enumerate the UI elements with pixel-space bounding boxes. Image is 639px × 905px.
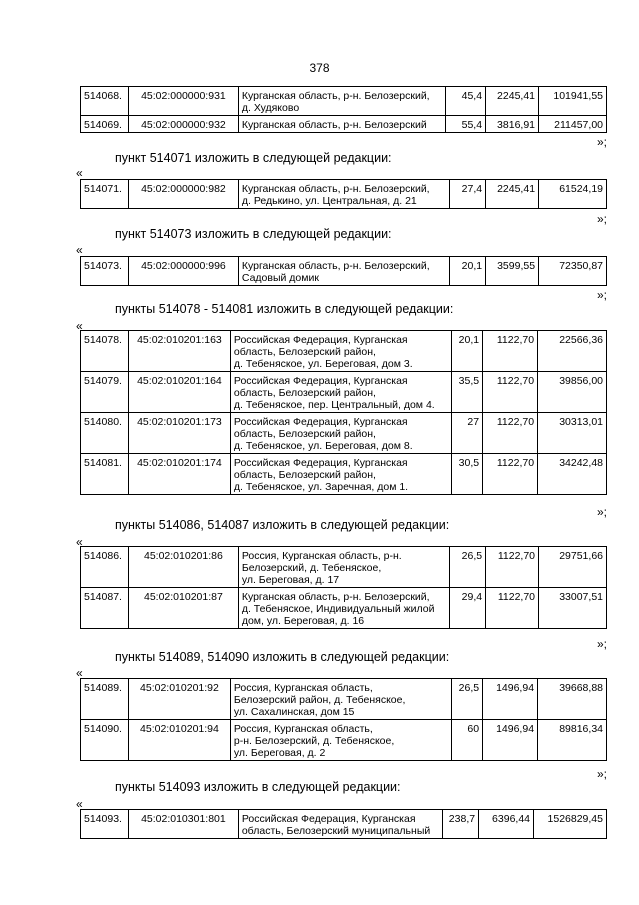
area-cell: 35,5 — [452, 372, 483, 413]
address-line: д. Тебеняcкое, ул. Береговая, дом 3. — [233, 358, 413, 370]
value-cell: 22566,36 — [538, 331, 607, 372]
cadastral-number-cell: 45:02:010201:94 — [128, 720, 230, 761]
cadastral-table — [80, 546, 607, 629]
value-cell: 101941,55 — [539, 87, 607, 116]
rate-cell: 2245,41 — [486, 87, 539, 116]
address-line: Курганская область, р-н. Белозерский — [241, 119, 427, 131]
cadastral-number-cell: 45:02:010201:86 — [128, 547, 238, 588]
address-line: Садовый домик — [241, 272, 319, 284]
address-line: Россия, Курганская область, р-н. — [241, 550, 402, 562]
address-line: Курганская область, р-н. Белозерский, — [241, 591, 430, 603]
cadastral-number-cell: 45:02:010201:163 — [128, 331, 230, 372]
opening-quote: « — [76, 535, 83, 549]
cadastral-number-cell: 45:02:000000:982 — [128, 180, 238, 209]
cadastral-table — [80, 330, 607, 495]
value-cell: 34242,48 — [538, 454, 607, 495]
row-number-cell: 514086. — [81, 547, 129, 588]
cadastral-table — [80, 809, 607, 839]
address-cell — [230, 372, 451, 413]
value-cell: 33007,51 — [539, 588, 607, 629]
rate-cell: 2245,41 — [486, 180, 539, 209]
cadastral-number-cell: 45:02:010201:173 — [128, 413, 230, 454]
address-cell — [238, 116, 445, 133]
table-row — [81, 257, 607, 286]
address-cell — [238, 547, 449, 588]
address-line: область, Белозерский район, — [233, 428, 376, 440]
section-heading: пункты 514078 - 514081 изложить в следующей редакции: — [115, 302, 454, 316]
address-line: Российская Федерация, Курганская — [233, 334, 408, 346]
area-cell: 30,5 — [452, 454, 483, 495]
value-cell: 61524,19 — [539, 180, 607, 209]
table-row — [81, 372, 607, 413]
area-cell: 55,4 — [446, 116, 486, 133]
table-row — [81, 331, 607, 372]
cadastral-number-cell: 45:02:000000:996 — [128, 257, 238, 286]
address-line: д. Тебеняcкое, Индивидуальный жилой — [241, 603, 435, 615]
section-heading: пункт 514071 изложить в следующей редакции: — [115, 151, 392, 165]
row-number-cell: 514093. — [81, 810, 129, 839]
rate-cell: 1122,70 — [483, 454, 538, 495]
row-number-cell: 514079. — [81, 372, 129, 413]
address-line: Курганская область, р-н. Белозерский, — [241, 90, 430, 102]
address-cell — [230, 413, 451, 454]
value-cell: 29751,66 — [539, 547, 607, 588]
opening-quote: « — [76, 319, 83, 333]
value-cell: 211457,00 — [539, 116, 607, 133]
address-cell — [230, 679, 451, 720]
address-line: Белозерский, д. Тебеняcкое, — [241, 562, 382, 574]
row-number-cell: 514069. — [81, 116, 129, 133]
rate-cell: 6396,44 — [479, 810, 534, 839]
address-line: Курганская область, р-н. Белозерский, — [241, 260, 430, 272]
closing-quote: »; — [597, 767, 608, 781]
rate-cell: 1122,70 — [483, 372, 538, 413]
closing-quote: »; — [597, 637, 608, 651]
page-number: 378 — [309, 61, 330, 75]
cadastral-table — [80, 678, 607, 761]
value-cell: 39668,88 — [538, 679, 607, 720]
rate-cell: 3816,91 — [486, 116, 539, 133]
row-number-cell: 514068. — [81, 87, 129, 116]
rate-cell: 1122,70 — [483, 331, 538, 372]
row-number-cell: 514073. — [81, 257, 129, 286]
section-heading: пункты 514093 изложить в следующей редакции: — [115, 780, 401, 794]
value-cell: 30313,01 — [538, 413, 607, 454]
cadastral-number-cell: 45:02:000000:931 — [128, 87, 238, 116]
area-cell: 45,4 — [446, 87, 486, 116]
cadastral-number-cell: 45:02:010201:92 — [128, 679, 230, 720]
row-number-cell: 514080. — [81, 413, 129, 454]
area-cell: 60 — [452, 720, 483, 761]
address-cell — [238, 588, 449, 629]
address-cell — [238, 257, 449, 286]
address-line: ул. Береговая, д. 17 — [241, 574, 340, 586]
row-number-cell: 514071. — [81, 180, 129, 209]
address-line: дом, ул. Береговая, д. 16 — [241, 615, 365, 627]
opening-quote: « — [76, 797, 83, 811]
area-cell: 27,4 — [450, 180, 486, 209]
cadastral-number-cell: 45:02:010301:801 — [128, 810, 238, 839]
closing-quote: »; — [597, 135, 608, 149]
value-cell: 1526829,45 — [534, 810, 607, 839]
address-line: Российская Федерация, Курганская — [241, 813, 416, 825]
value-cell: 72350,87 — [539, 257, 607, 286]
address-line: д. Тебеняcкое, пер. Центральный, дом 4. — [233, 399, 435, 411]
value-cell: 39856,00 — [538, 372, 607, 413]
opening-quote: « — [76, 666, 83, 680]
table-row — [81, 588, 607, 629]
address-cell — [238, 87, 445, 116]
address-line: Российская Федерация, Курганская — [233, 375, 408, 387]
area-cell: 20,1 — [450, 257, 486, 286]
address-line: д. Редькино, ул. Центральная, д. 21 — [241, 195, 417, 207]
cadastral-table — [80, 86, 607, 133]
cadastral-number-cell: 45:02:010201:164 — [128, 372, 230, 413]
cadastral-number-cell: 45:02:000000:932 — [128, 116, 238, 133]
address-line: ул. Береговая, д. 2 — [233, 747, 326, 759]
table-row — [81, 180, 607, 209]
row-number-cell: 514087. — [81, 588, 129, 629]
address-line: д. Тебеняcкое, ул. Береговая, дом 8. — [233, 440, 413, 452]
address-line: Курганская область, р-н. Белозерский, — [241, 183, 430, 195]
address-cell — [230, 720, 451, 761]
address-line: ул. Сахалинская, дом 15 — [233, 706, 355, 718]
address-line: Белозерский район, д. Тебеняcкое, — [233, 694, 406, 706]
section-heading: пункты 514089, 514090 изложить в следующей редакции: — [115, 650, 450, 664]
address-line: область, Белозерский район, — [233, 387, 376, 399]
cadastral-number-cell: 45:02:010201:174 — [128, 454, 230, 495]
closing-quote: »; — [597, 505, 608, 519]
table-row — [81, 547, 607, 588]
row-number-cell: 514089. — [81, 679, 129, 720]
section-heading: пункт 514073 изложить в следующей редакции: — [115, 227, 392, 241]
section-heading: пункты 514086, 514087 изложить в следующей редакции: — [115, 518, 450, 532]
rate-cell: 1122,70 — [486, 547, 539, 588]
opening-quote: « — [76, 243, 83, 257]
row-number-cell: 514090. — [81, 720, 129, 761]
row-number-cell: 514078. — [81, 331, 129, 372]
rate-cell: 1122,70 — [486, 588, 539, 629]
address-line: д. Худяково — [241, 102, 300, 114]
address-line: область, Белозерский район, — [233, 346, 376, 358]
area-cell: 26,5 — [452, 679, 483, 720]
cadastral-table — [80, 256, 607, 286]
address-cell — [238, 810, 442, 839]
table-row — [81, 679, 607, 720]
cadastral-number-cell: 45:02:010201:87 — [128, 588, 238, 629]
address-line: Российская Федерация, Курганская — [233, 457, 408, 469]
address-line: Российская Федерация, Курганская — [233, 416, 408, 428]
area-cell: 26,5 — [450, 547, 486, 588]
table-row — [81, 454, 607, 495]
address-line: область, Белозерский район, — [233, 469, 376, 481]
address-line: Россия, Курганская область, — [233, 723, 373, 735]
row-number-cell: 514081. — [81, 454, 129, 495]
value-cell: 89816,34 — [538, 720, 607, 761]
table-row — [81, 413, 607, 454]
address-cell — [238, 180, 449, 209]
closing-quote: »; — [597, 288, 608, 302]
opening-quote: « — [76, 166, 83, 180]
address-line: область, Белозерский муниципальный — [241, 825, 431, 837]
rate-cell: 1496,94 — [483, 679, 538, 720]
table-row — [81, 116, 607, 133]
rate-cell: 1496,94 — [483, 720, 538, 761]
address-line: р-н. Белозерский, д. Тебеняcкое, — [233, 735, 395, 747]
address-cell — [230, 454, 451, 495]
closing-quote: »; — [597, 212, 608, 226]
table-row — [81, 87, 607, 116]
table-row — [81, 720, 607, 761]
area-cell: 238,7 — [443, 810, 479, 839]
area-cell: 20,1 — [452, 331, 483, 372]
rate-cell: 3599,55 — [486, 257, 539, 286]
cadastral-table — [80, 179, 607, 209]
rate-cell: 1122,70 — [483, 413, 538, 454]
area-cell: 29,4 — [450, 588, 486, 629]
area-cell: 27 — [452, 413, 483, 454]
address-cell — [230, 331, 451, 372]
table-row — [81, 810, 607, 839]
address-line: д. Тебеняcкое, ул. Заречная, дом 1. — [233, 481, 409, 493]
address-line: Россия, Курганская область, — [233, 682, 373, 694]
